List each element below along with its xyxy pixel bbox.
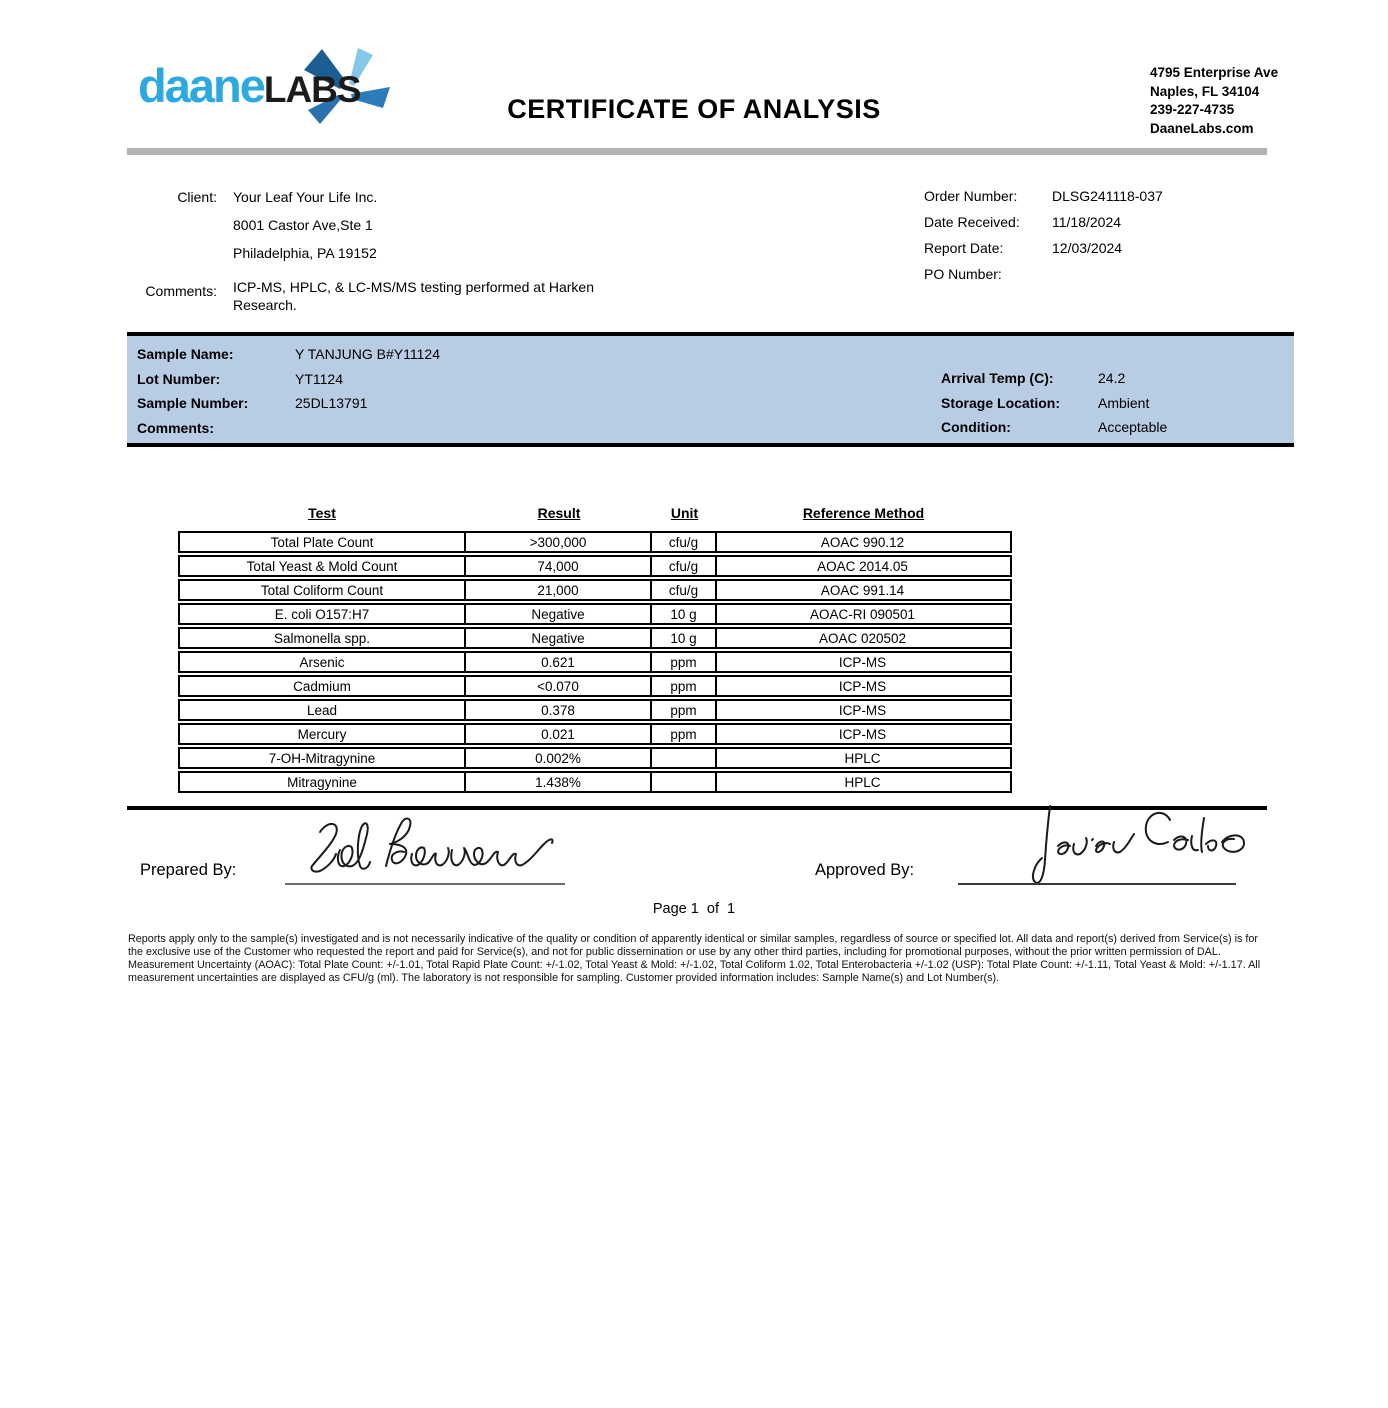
results-table	[178, 505, 1012, 795]
table-cell: AOAC 990.12	[715, 533, 1008, 551]
table-cell: Mercury	[297, 726, 347, 742]
table-cell: HPLC	[715, 773, 1008, 791]
client-name: Your Leaf Your Life Inc.	[233, 189, 378, 205]
table-cell: 0.621	[464, 653, 650, 671]
table-cell: Cadmium	[293, 678, 351, 694]
sample-info-banner	[127, 332, 1294, 447]
table-cell: ppm	[650, 653, 715, 671]
table-cell: Total Yeast & Mold Count	[246, 558, 398, 574]
table-cell: 21,000	[464, 581, 650, 599]
table-cell: Arsenic	[299, 654, 345, 670]
column-header-unit: Unit	[670, 505, 699, 521]
table-cell	[650, 749, 715, 767]
client-address-line2: Philadelphia, PA 19152	[233, 245, 377, 261]
table-cell: 1.438%	[464, 773, 650, 791]
table-cell: Negative	[464, 629, 650, 647]
table-row	[178, 627, 1012, 649]
storage-location-value: Ambient	[1098, 394, 1150, 411]
table-cell: ppm	[650, 701, 715, 719]
table-row	[178, 579, 1012, 601]
sample-number-label: Sample Number:	[137, 395, 249, 411]
page-number: Page 1 of 1	[652, 901, 736, 917]
address-line: Naples, FL 34104	[1150, 83, 1260, 99]
table-cell: AOAC 020502	[715, 629, 1008, 647]
column-header-result: Result	[537, 505, 581, 521]
report-date-label: Report Date:	[924, 240, 1004, 256]
header-divider	[127, 148, 1267, 155]
page-title: CERTIFICATE OF ANALYSIS	[507, 94, 881, 124]
results-table-header	[178, 505, 1012, 531]
table-cell: 0.378	[464, 701, 650, 719]
prepared-by-label: Prepared By:	[140, 861, 237, 879]
table-cell: E. coli O157:H7	[274, 606, 370, 622]
results-rows	[178, 531, 1012, 793]
storage-location-label: Storage Location:	[941, 394, 1061, 411]
disclaimer-text: Reports apply only to the sample(s) investigated and is not necessarily indicative of the quality or condition of apparently identical or similar samples, regardless of source or specified lot. All data and report(s) derived from Service(s) is for the exclusive use of the Customer who requested the report and paid for Service(s), and not for public dissemination or use by any other third parties, including for promotional purposes, without the prior written permission of DAL. Measurement Uncertainty (AOAC): Total Plate Count: +/-1.01, Total Rapid Plate Count: +/-1.02, Total Yeast & Mold: +/-1.02, Total Coliform 1.02, Total Enterobacteria +/-1.02 (USP): Total Plate Count: +/-1.11, Total Yeast & Mold: +/-1.17. All measurement uncertainties are displayed as CFU/g (ml). The laboratory is not responsible for sampling. Customer provided information includes: Sample Name(s) and Lot Number(s).	[128, 933, 1261, 984]
table-row	[178, 651, 1012, 673]
approved-by-signature	[1010, 800, 1250, 892]
table-row	[178, 723, 1012, 745]
table-cell: cfu/g	[650, 581, 715, 599]
table-cell: Total Coliform Count	[260, 582, 384, 598]
table-cell: AOAC-RI 090501	[715, 605, 1008, 623]
table-cell: ICP-MS	[715, 653, 1008, 671]
client-address-line1: 8001 Castor Ave,Ste 1	[233, 217, 373, 233]
approved-by-signature-line	[958, 883, 1236, 885]
order-info	[924, 183, 1232, 287]
table-cell: AOAC 991.14	[715, 581, 1008, 599]
sample-name-label: Sample Name:	[137, 346, 234, 362]
table-cell: cfu/g	[650, 533, 715, 551]
table-cell: AOAC 2014.05	[715, 557, 1008, 575]
order-number-value: DLSG241118-037	[1052, 188, 1163, 204]
table-cell: ICP-MS	[715, 725, 1008, 743]
order-number-label: Order Number:	[924, 188, 1018, 204]
table-row	[178, 771, 1012, 793]
column-header-test: Test	[308, 505, 336, 521]
table-cell: 74,000	[464, 557, 650, 575]
table-cell: Negative	[464, 605, 650, 623]
comments-text: ICP-MS, HPLC, & LC-MS/MS testing performed at Harken Research.	[233, 279, 594, 313]
condition-value: Acceptable	[1098, 419, 1168, 435]
table-row	[178, 531, 1012, 553]
logo-text-labs: LABS	[263, 69, 361, 110]
table-cell: Lead	[306, 702, 338, 718]
lab-address	[1150, 64, 1278, 138]
table-cell: HPLC	[715, 749, 1008, 767]
po-number-value	[1052, 261, 1232, 287]
comments-label: Comments:	[145, 283, 217, 299]
table-row	[178, 675, 1012, 697]
table-cell: ICP-MS	[715, 701, 1008, 719]
table-cell: <0.070	[464, 677, 650, 695]
table-cell: 0.002%	[464, 749, 650, 767]
client-info	[127, 183, 633, 314]
table-cell	[650, 773, 715, 791]
date-received-value: 11/18/2024	[1052, 214, 1122, 230]
prepared-by-signature-line	[285, 883, 565, 885]
table-cell: cfu/g	[650, 557, 715, 575]
table-cell: ppm	[650, 677, 715, 695]
table-cell: Salmonella spp.	[273, 630, 371, 646]
table-cell: >300,000	[464, 533, 650, 551]
date-received-label: Date Received:	[924, 214, 1020, 230]
address-line: DaaneLabs.com	[1150, 120, 1254, 136]
sample-name-value: Y TANJUNG B#Y11124	[295, 346, 440, 362]
daanelabs-logo	[138, 58, 361, 113]
table-cell: 0.021	[464, 725, 650, 743]
sample-number-value: 25DL13791	[295, 395, 368, 411]
address-line: 239-227-4735	[1150, 102, 1235, 117]
table-cell: 10 g	[650, 629, 715, 647]
lot-number-value: YT1124	[295, 370, 343, 387]
table-cell: ppm	[650, 725, 715, 743]
lot-number-label: Lot Number:	[137, 370, 221, 387]
arrival-temp-value: 24.2	[1098, 370, 1126, 386]
report-date-value: 12/03/2024	[1052, 240, 1123, 256]
condition-label: Condition:	[941, 419, 1011, 435]
sample-comments-value	[295, 416, 695, 441]
address-line: 4795 Enterprise Ave	[1150, 65, 1279, 80]
approved-by-label: Approved By:	[815, 861, 915, 879]
logo-text-daane: daane	[138, 59, 264, 112]
column-header-reference-method: Reference Method	[802, 505, 925, 521]
table-cell: ICP-MS	[715, 677, 1008, 695]
client-label: Client:	[177, 189, 217, 205]
table-cell: Total Plate Count	[270, 534, 374, 550]
table-row	[178, 603, 1012, 625]
sample-comments-label: Comments:	[137, 419, 215, 436]
table-row	[178, 555, 1012, 577]
prepared-by-signature	[292, 810, 562, 884]
table-row	[178, 747, 1012, 769]
arrival-temp-label: Arrival Temp (C):	[941, 370, 1054, 386]
table-cell: Mitragynine	[287, 774, 357, 790]
po-number-label: PO Number:	[924, 266, 1002, 282]
table-cell: 7-OH-Mitragynine	[268, 750, 376, 766]
table-row	[178, 699, 1012, 721]
table-cell: 10 g	[650, 605, 715, 623]
